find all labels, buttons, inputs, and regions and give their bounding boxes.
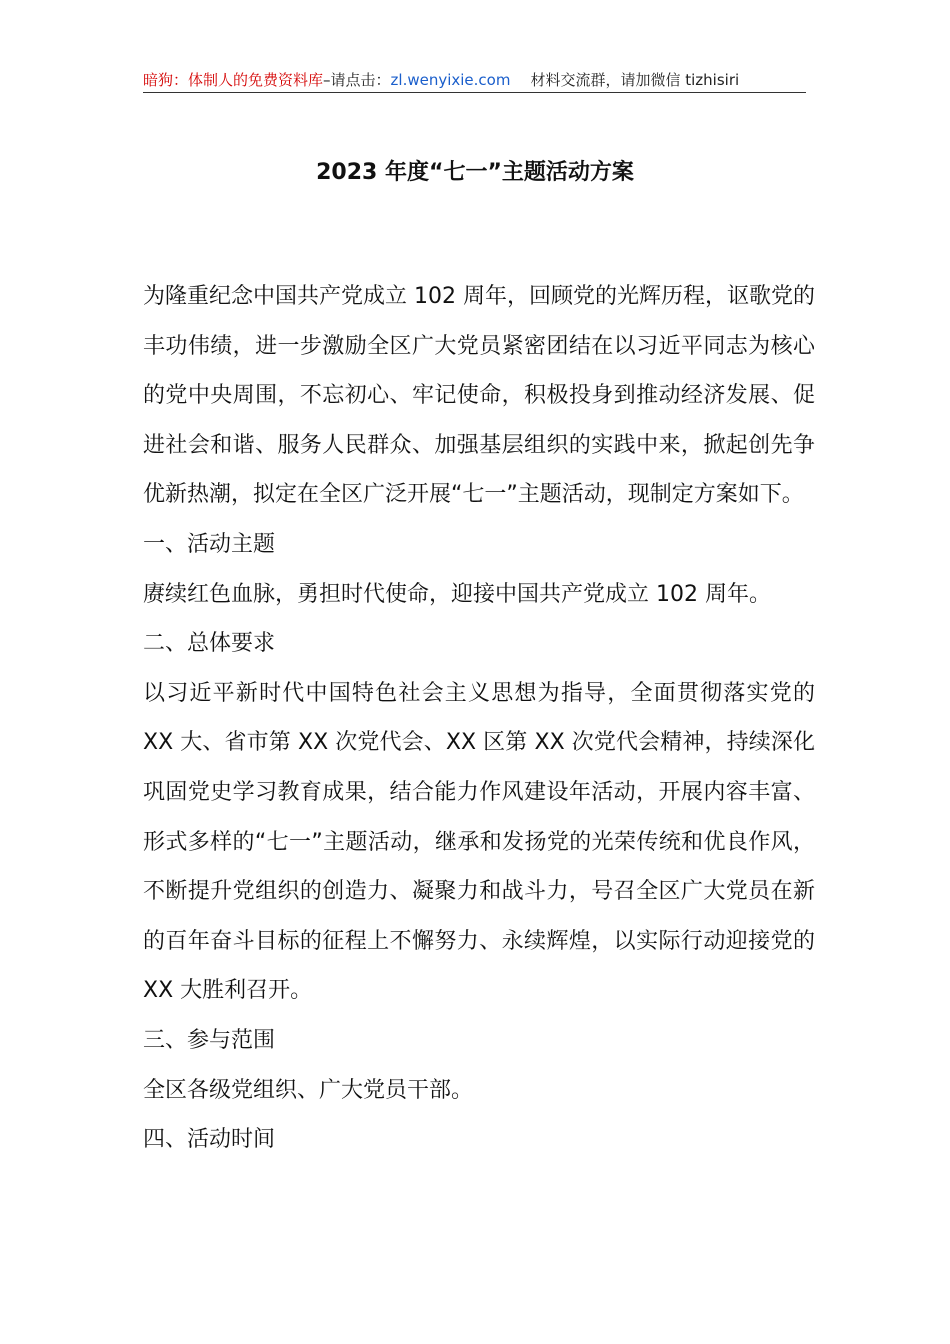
document-title: 2023 年度“七一”主题活动方案	[316, 160, 634, 185]
page-header	[143, 68, 806, 93]
header-link[interactable]: zl.wenyixie.com	[390, 71, 511, 89]
section-heading-theme: 一、活动主题	[143, 531, 276, 557]
section-heading-time: 四、活动时间	[143, 1127, 276, 1153]
header-prompt: –请点击：	[323, 71, 391, 89]
section-content-scope: 全区各级党组织、广大党员干部。	[143, 1077, 474, 1103]
section-heading-requirements: 二、总体要求	[143, 631, 276, 657]
header-contact: 材料交流群，请加微信 tizhisiri	[530, 71, 740, 89]
header-brand: 暗狗：体制人的免费资料库	[143, 71, 324, 89]
section-content-requirements: 以习近平新时代中国特色社会主义思想为指导，全面贯彻落实党的 XX 大、省市第 XX 次党代会、XX 区第 XX 次党代会精神，持续深化巩固党史学习教育成果，结合能力作风建设年活动，开展内容丰富、形式多样的“七一”主题活动，继承和发扬党的光荣传统和优良作风，不断提升党组织的创造力、凝聚力和战斗力，号召全区广大党员在新的百年奋斗目标的征程上不懈努力、永续辉煌，以实际行动迎接党的 XX 大胜利召开。	[143, 680, 815, 1004]
section-heading-scope: 三、参与范围	[143, 1027, 276, 1053]
section-content-theme: 赓续红色血脉，勇担时代使命，迎接中国共产党成立 102 周年。	[143, 581, 771, 607]
document-body	[143, 272, 815, 1165]
intro-paragraph: 为隆重纪念中国共产党成立 102 周年，回顾党的光辉历程，讴歌党的丰功伟绩，进一步激励全区广大党员紧密团结在以习近平同志为核心的党中央周围，不忘初心、牢记使命，积极投身到推动经济发展、促进社会和谐、服务人民群众、加强基层组织的实践中来，掀起创先争优新热潮，拟定在全区广泛开展“七一”主题活动，现制定方案如下。	[143, 284, 815, 508]
